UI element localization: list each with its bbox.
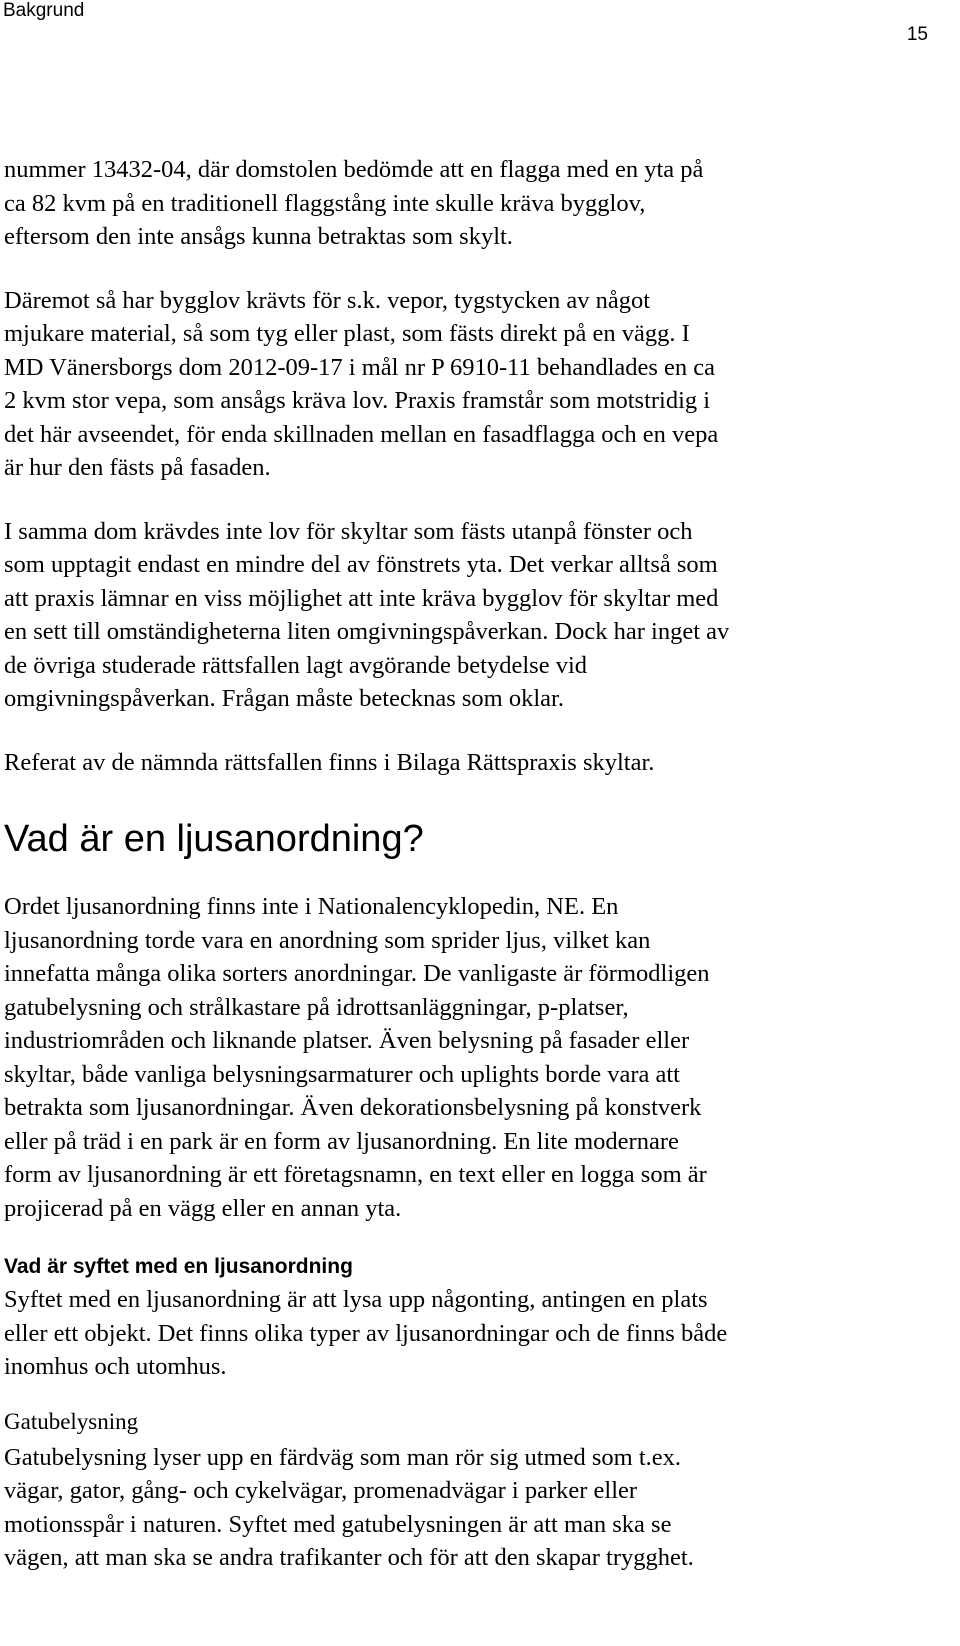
- page-number: 15: [906, 24, 928, 45]
- text-line: motionsspår i naturen. Syftet med gatubelysningen är att man ska se: [4, 1510, 672, 1538]
- text-line: eftersom den inte ansågs kunna betraktas som skylt.: [4, 223, 513, 250]
- subheading-syfte: Vad är syftet med en ljusanordning: [4, 1255, 353, 1278]
- paragraph-syfte: [4, 1283, 884, 1384]
- text-line: omgivningspåverkan. Frågan måste betecknas som oklar.: [4, 685, 564, 712]
- paragraph-reference: [4, 746, 884, 780]
- text-line: form av ljusanordning är ett företagsnamn, en text eller en logga som är: [4, 1161, 707, 1188]
- subheading-gatubelysning: Gatubelysning: [4, 1408, 139, 1434]
- paragraph-window-signs: [4, 515, 884, 716]
- running-header: [0, 0, 960, 45]
- running-header-title: Bakgrund: [3, 0, 85, 21]
- text-line: inomhus och utomhus.: [4, 1353, 227, 1380]
- paragraph-flag-ruling: [4, 153, 884, 254]
- text-line: ca 82 kvm på en traditionell flaggstång inte skulle kräva bygglov,: [4, 189, 646, 217]
- text-line: som upptagit endast en mindre del av fönstrets yta. Det verkar alltså som: [4, 551, 718, 578]
- text-line: eller på träd i en park är en form av ljusanordning. En lite modernare: [4, 1127, 679, 1155]
- text-line: skyltar, både vanliga belysningsarmaturer och uplights borde vara att: [4, 1060, 680, 1088]
- text-line: Syftet med en ljusanordning är att lysa upp någonting, antingen en plats: [4, 1286, 708, 1313]
- text-line: vägen, att man ska se andra trafikanter och för att den skapar trygghet.: [4, 1544, 694, 1571]
- text-line: Referat av de nämnda rättsfallen finns i Bilaga Rättspraxis skyltar.: [4, 748, 655, 776]
- document-body: [4, 153, 884, 1575]
- text-line: de övriga studerade rättsfallen lagt avgörande betydelse vid: [4, 651, 588, 679]
- text-line: I samma dom krävdes inte lov för skyltar som fästs utanpå fönster och: [4, 517, 693, 545]
- text-line: det här avseendet, för enda skillnaden mellan en fasadflagga och en vepa: [4, 420, 719, 448]
- text-line: en sett till omständigheterna liten omgivningspåverkan. Dock har inget av: [4, 618, 730, 645]
- text-line: Gatubelysning lyser upp en färdväg som man rör sig utmed som t.ex.: [4, 1443, 682, 1471]
- text-line: innefatta många olika sorters anordningar. De vanligaste är förmodligen: [4, 960, 710, 987]
- text-line: vägar, gator, gång- och cykelvägar, promenadvägar i parker eller: [4, 1477, 638, 1504]
- text-line: ljusanordning torde vara en anordning som sprider ljus, vilket kan: [4, 926, 651, 954]
- text-line: projicerad på en vägg eller en annan yta.: [4, 1194, 402, 1222]
- text-line: att praxis lämnar en viss möjlighet att inte kräva bygglov för skyltar med: [4, 584, 719, 612]
- text-line: industriområden och liknande platser. Även belysning på fasader eller: [4, 1027, 690, 1054]
- text-line: mjukare material, så som tyg eller plast, som fästs direkt på en vägg. I: [4, 320, 690, 347]
- section-heading-ljusanordning: Vad är en ljusanordning?: [4, 818, 424, 860]
- text-line: eller ett objekt. Det finns olika typer av ljusanordningar och de finns både: [4, 1319, 728, 1347]
- text-line: Ordet ljusanordning finns inte i Nationalencyklopedin, NE. En: [4, 893, 619, 920]
- paragraph-ljusanordning-definition: [4, 890, 884, 1225]
- text-line: nummer 13432-04, där domstolen bedömde att en flagga med en yta på: [4, 156, 704, 183]
- text-line: MD Vänersborgs dom 2012-09-17 i mål nr P 6910-11 behandlades en ca: [4, 353, 716, 381]
- text-line: gatubelysning och strålkastare på idrottsanläggningar, p-platser,: [4, 993, 629, 1021]
- text-line: Däremot så har bygglov krävts för s.k. vepor, tygstycken av något: [4, 286, 651, 314]
- text-line: är hur den fästs på fasaden.: [4, 454, 271, 481]
- text-line: 2 kvm stor vepa, som ansågs kräva lov. Praxis framstår som motstridig i: [4, 387, 711, 414]
- text-line: betrakta som ljusanordningar. Även dekorationsbelysning på konstverk: [4, 1094, 702, 1121]
- paragraph-vepor: [4, 284, 884, 485]
- paragraph-gatubelysning: [4, 1441, 884, 1575]
